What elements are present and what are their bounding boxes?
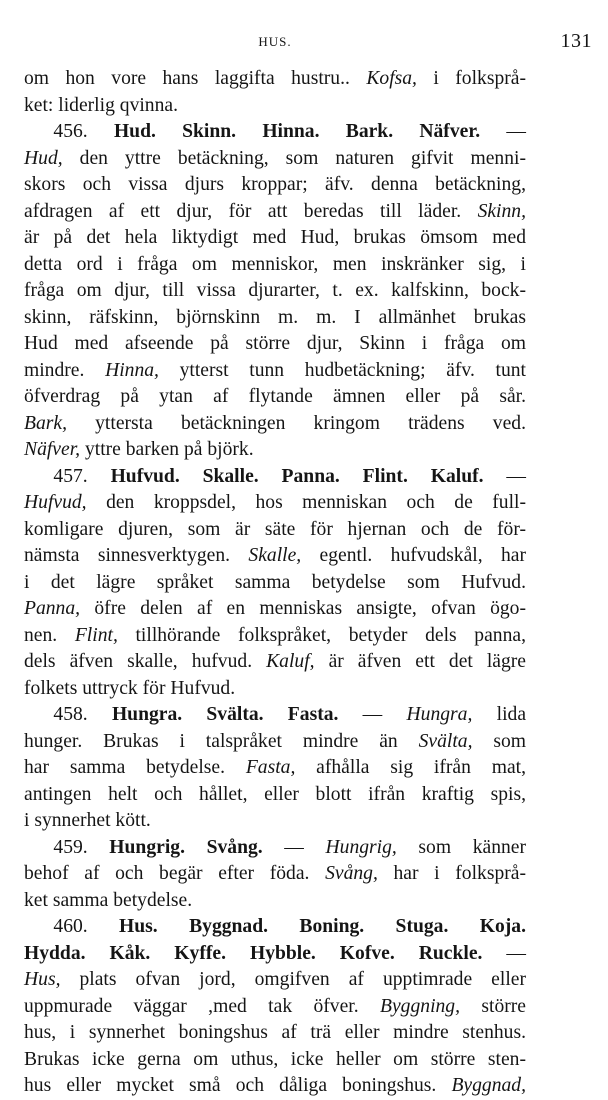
defined-term: Svång, <box>325 863 378 884</box>
text-line <box>24 66 526 93</box>
text-run: uppmurade väggar ,med tak öfver. <box>24 995 381 1017</box>
text-line <box>24 172 526 199</box>
text-run: i synnerhet kött. <box>24 810 151 831</box>
text-run: nämsta sinnesverktygen. <box>24 545 249 566</box>
text-run: den kroppsdel, hos menniskan och de full- <box>86 492 526 513</box>
entry-headwords: Hud. Skinn. Hinna. Bark. Näfver. <box>113 121 481 142</box>
text-run: ket: liderlig qvinna. <box>24 94 178 116</box>
text-line <box>24 808 526 835</box>
text-run: tillhörande folkspråket, betyder dels panna, <box>117 624 526 646</box>
text-line <box>24 649 526 676</box>
text-line <box>24 437 526 464</box>
text-line <box>24 861 526 888</box>
text-run: öfre delen af en menniskas ansigte, ofvan ögo- <box>80 598 526 619</box>
text-run: afhålla sig ifrån mat, <box>295 757 527 778</box>
text-run: den yttre betäckning, som naturen gifvit menni- <box>62 147 526 169</box>
text-line <box>24 543 526 570</box>
text-run: Hud med afseende på större djur, Skinn i fråga om <box>24 333 526 354</box>
defined-term: Hungrig, <box>325 836 397 858</box>
text-line <box>24 835 526 862</box>
entry-headwords: Hydda. Kåk. Kyffe. Hybble. Kofve. Ruckle. <box>24 942 483 964</box>
page-number: 131 <box>560 30 592 52</box>
text-line <box>24 1047 526 1074</box>
text-line <box>24 914 526 941</box>
text-run: 459. <box>24 836 110 858</box>
page-header <box>24 28 592 66</box>
text-line <box>24 782 526 809</box>
text-run: ket samma betydelse. <box>24 889 193 911</box>
defined-term: Skinn, <box>477 200 526 222</box>
text-run: har i folksprå- <box>377 863 526 884</box>
text-line <box>24 225 526 252</box>
defined-term: Fasta, <box>245 757 296 778</box>
text-run: plats ofvan jord, omgifven af upptimrade eller <box>60 969 526 990</box>
text-line <box>24 517 526 544</box>
text-run: — <box>483 465 526 487</box>
text-line <box>24 199 526 226</box>
text-run: hunger. Brukas i talspråket mindre än <box>24 730 419 752</box>
text-line <box>24 331 526 358</box>
text-line <box>24 596 526 623</box>
defined-term: Byggnad, <box>451 1075 526 1096</box>
text-run: om hon vore hans laggifta hustru.. <box>24 68 367 89</box>
text-line <box>24 252 526 279</box>
text-run: — <box>480 121 526 142</box>
defined-term: Skalle, <box>248 545 302 566</box>
text-run: skors och vissa djurs kroppar; äfv. denna betäckning, <box>24 174 526 195</box>
text-line <box>24 702 526 729</box>
text-run: afdragen af ett djur, för att beredas till läder. <box>24 200 478 222</box>
text-run: 457. <box>24 465 111 487</box>
defined-term: Panna, <box>24 598 81 619</box>
text-run: dels äfven skalle, hufvud. <box>24 651 267 672</box>
text-run: i folksprå- <box>416 68 526 89</box>
text-line <box>24 278 526 305</box>
text-run: hus, i synnerhet boningshus af trä eller mindre stenhus. <box>24 1022 526 1043</box>
text-run: öfverdrag på ytan af flytande ämnen eller på sår. <box>24 386 526 407</box>
defined-term: Hufvud, <box>24 492 87 513</box>
text-run: — <box>482 942 526 964</box>
text-line <box>24 305 526 332</box>
text-line <box>24 729 526 756</box>
defined-term: Kofsa, <box>366 68 417 89</box>
entry-headwords: Hungra. Svälta. Fasta. <box>111 704 339 725</box>
text-run: egentl. hufvudskål, har <box>301 545 526 566</box>
text-line <box>24 1020 526 1047</box>
text-run: — <box>338 704 407 725</box>
defined-term: Byggning, <box>380 995 461 1017</box>
text-run: yttersta betäckningen kringom trädens ved. <box>67 412 526 434</box>
text-run: folkets uttryck för Hufvud. <box>24 677 236 699</box>
text-line <box>24 967 526 994</box>
text-line <box>24 490 526 517</box>
text-line <box>24 464 526 491</box>
text-run: har samma betydelse. <box>24 757 246 778</box>
text-run: nen. <box>24 624 75 646</box>
text-run: detta ord i fråga om menniskor, men inskränker sig, i <box>24 253 526 275</box>
text-run: som känner <box>396 836 527 858</box>
defined-term: Näfver, <box>24 439 81 460</box>
text-run: fråga om djur, till vissa djurarter, t. ex. kalfskinn, bock- <box>24 280 526 301</box>
text-run: behof af och begär efter föda. <box>24 863 326 884</box>
text-line <box>24 888 526 915</box>
running-head: HUS. <box>258 34 292 49</box>
entry-headwords: Hus. Byggnad. Boning. Stuga. Koja. <box>119 916 526 937</box>
text-line <box>24 384 526 411</box>
text-run: — <box>262 836 326 858</box>
text-run: Brukas icke gerna om uthus, icke heller om större sten- <box>24 1048 526 1070</box>
text-line <box>24 93 526 120</box>
text-run: är äfven ett det lägre <box>314 651 526 672</box>
text-run: antingen helt och hållet, eller blott ifrån kraftig spis, <box>24 783 526 805</box>
text-run: i det lägre språket samma betydelse som Hufvud. <box>24 571 526 593</box>
text-run: mindre. <box>24 359 106 381</box>
entry-headwords: Hungrig. Svång. <box>109 836 263 858</box>
text-run: 458. <box>24 704 112 725</box>
text-line <box>24 1073 526 1100</box>
text-line <box>24 755 526 782</box>
defined-term: Hungra, <box>406 704 473 725</box>
text-line <box>24 570 526 597</box>
text-line <box>24 941 526 968</box>
dictionary-text <box>24 66 526 1100</box>
text-line <box>24 676 526 703</box>
defined-term: Svälta, <box>418 730 473 752</box>
text-line <box>24 119 526 146</box>
defined-term: Hus, <box>24 969 61 990</box>
text-run: skinn, räfskinn, björnskinn m. m. I allmänhet brukas <box>24 306 526 328</box>
entry-headwords: Hufvud. Skalle. Panna. Flint. Kaluf. <box>110 465 484 487</box>
text-run: 456. <box>24 121 114 142</box>
text-line <box>24 358 526 385</box>
text-line <box>24 994 526 1021</box>
text-run: som <box>472 730 527 752</box>
text-run: ytterst tunn hudbetäckning; äfv. tunt <box>158 359 526 381</box>
defined-term: Bark, <box>24 412 67 434</box>
text-run: större <box>460 995 526 1017</box>
defined-term: Kaluf, <box>266 651 315 672</box>
text-run: är på det hela liktydigt med Hud, brukas ömsom med <box>24 227 526 248</box>
text-line <box>24 411 526 438</box>
text-line <box>24 146 526 173</box>
text-run: 460. <box>24 916 120 937</box>
text-run: yttre barken på björk. <box>80 439 254 460</box>
text-line <box>24 623 526 650</box>
defined-term: Hinna, <box>105 359 159 381</box>
text-run: hus eller mycket små och dåliga boningshus. <box>24 1075 452 1096</box>
defined-term: Flint, <box>74 624 118 646</box>
defined-term: Hud, <box>24 147 63 169</box>
text-run: lida <box>472 704 527 725</box>
text-run: komligare djuren, som är säte för hjernan och de för- <box>24 518 526 540</box>
